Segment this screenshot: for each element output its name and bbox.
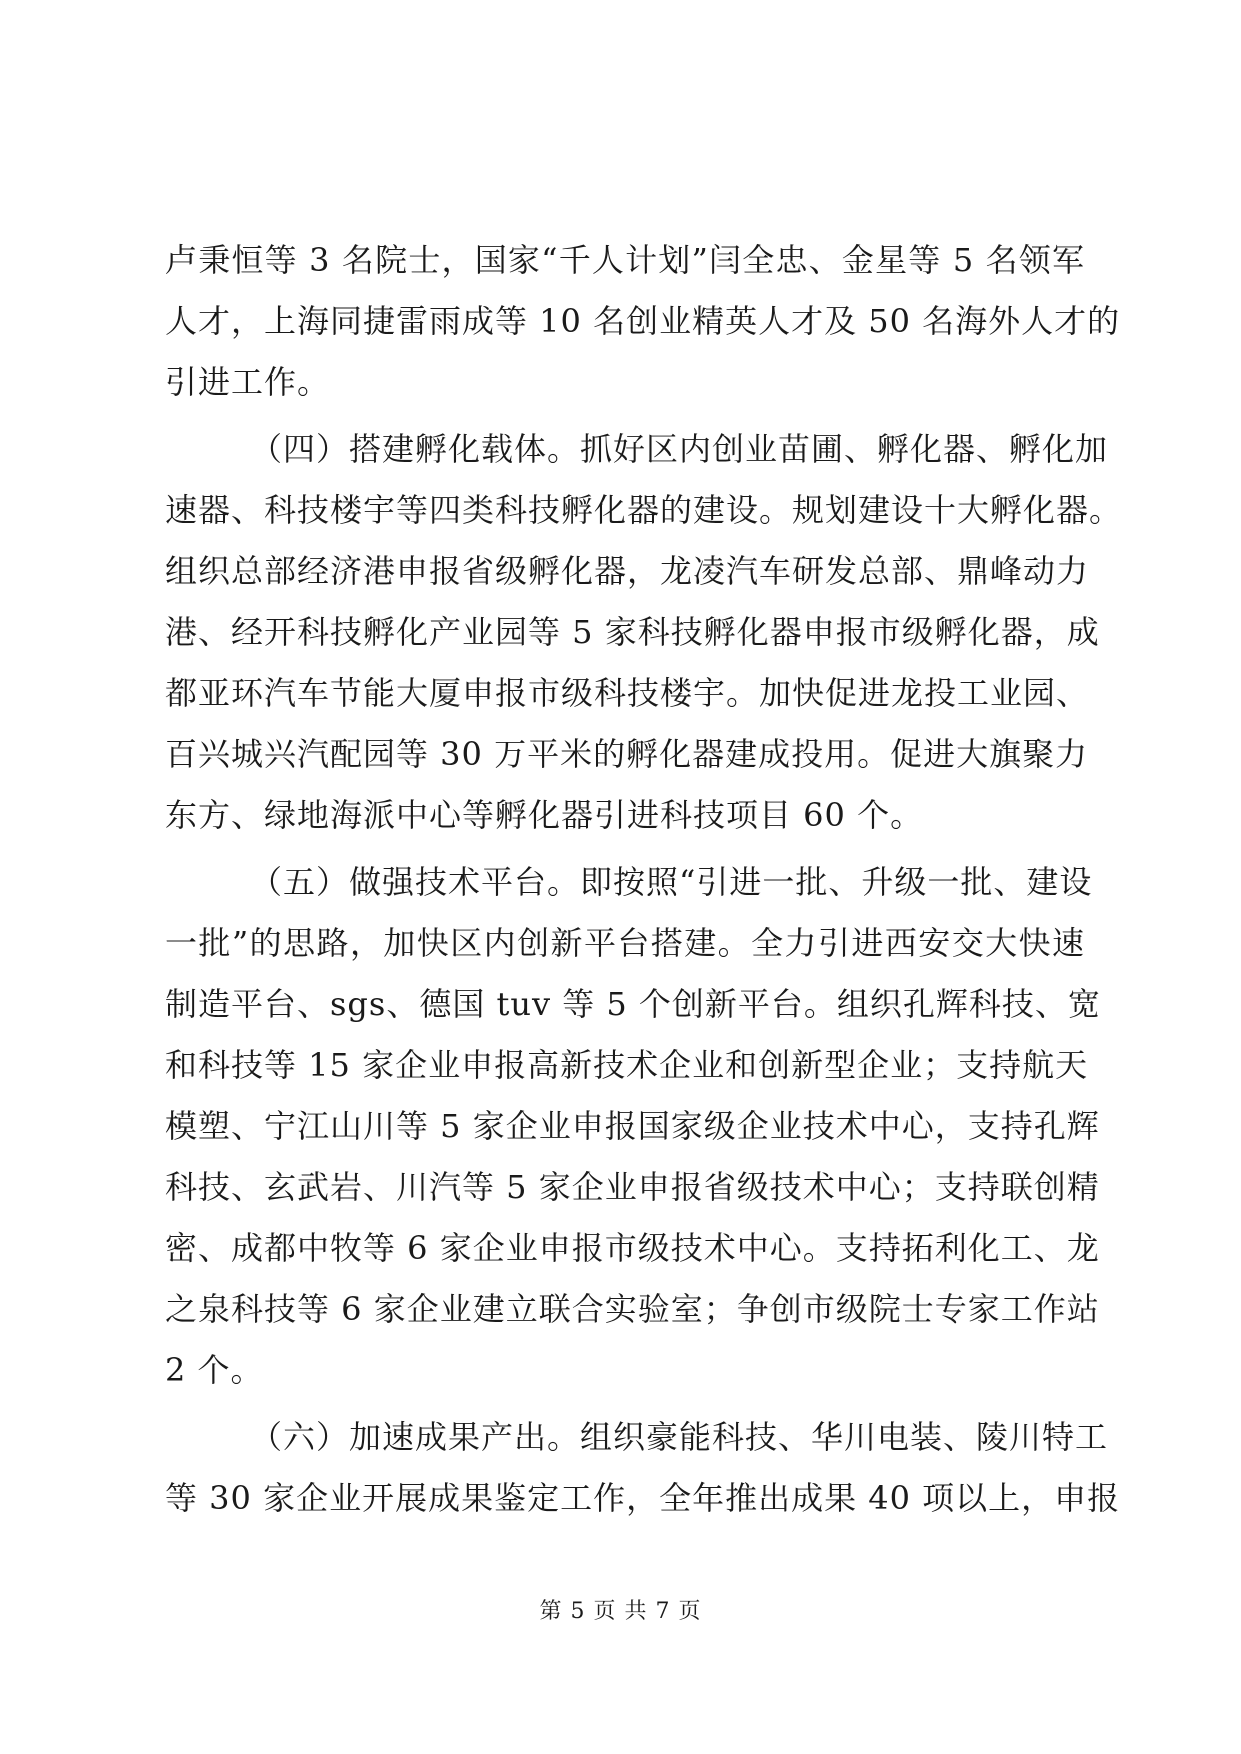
text-line: 引进工作。 [165,363,331,401]
text-line: 港、经开科技孵化产业园等 5 家科技孵化器申报市级孵化器，成 [165,613,1100,651]
text-line: 2 个。 [165,1351,264,1389]
text-line: 一批”的思路，加快区内创新平台搭建。全力引进西安交大快速 [165,924,1085,962]
paragraph [165,852,1101,1401]
text-line: 和科技等 15 家企业申报高新技术企业和创新型企业；支持航天 [165,1046,1089,1084]
text-line: 密、成都中牧等 6 家企业申报市级技术中心。支持拓利化工、龙 [165,1229,1100,1267]
text-line: 模塑、宁江山川等 5 家企业申报国家级企业技术中心，支持孔辉 [165,1107,1100,1145]
text-line: （五）做强技术平台。即按照“引进一批、升级一批、建设 [250,863,1093,901]
text-line: 东方、绿地海派中心等孵化器引进科技项目 60 个。 [165,796,924,834]
paragraph [165,1407,1121,1529]
document-body [165,230,1123,1529]
text-line: 等 30 家企业开展成果鉴定工作，全年推出成果 40 项以上，申报 [165,1479,1121,1517]
text-line: 百兴城兴汽配园等 30 万平米的孵化器建成投用。促进大旗聚力 [165,735,1089,773]
text-line: 制造平台、sgs、德国 tuv 等 5 个创新平台。组织孔辉科技、宽 [165,985,1101,1023]
text-line: 人才，上海同捷雷雨成等 10 名创业精英人才及 50 名海外人才的 [165,302,1121,340]
text-line: 组织总部经济港申报省级孵化器，龙凌汽车研发总部、鼎峰动力 [165,552,1090,590]
text-line: （六）加速成果产出。组织豪能科技、华川电装、陵川特工 [250,1418,1109,1456]
text-line: 速器、科技楼宇等四类科技孵化器的建设。规划建设十大孵化器。 [165,491,1123,529]
text-line: 科技、玄武岩、川汽等 5 家企业申报省级技术中心；支持联创精 [165,1168,1100,1206]
text-line: 之泉科技等 6 家企业建立联合实验室；争创市级院士专家工作站 [165,1290,1100,1328]
text-line: 卢秉恒等 3 名院士，国家“千人计划”闫全忠、金星等 5 名领军 [165,241,1085,279]
paragraph [165,419,1123,846]
text-line: （四）搭建孵化载体。抓好区内创业苗圃、孵化器、孵化加 [250,430,1109,468]
page-number-footer: 第 5 页 共 7 页 [539,1599,702,1624]
paragraph [165,230,1121,413]
text-line: 都亚环汽车节能大厦申报市级科技楼宇。加快促进龙投工业园、 [165,674,1090,712]
